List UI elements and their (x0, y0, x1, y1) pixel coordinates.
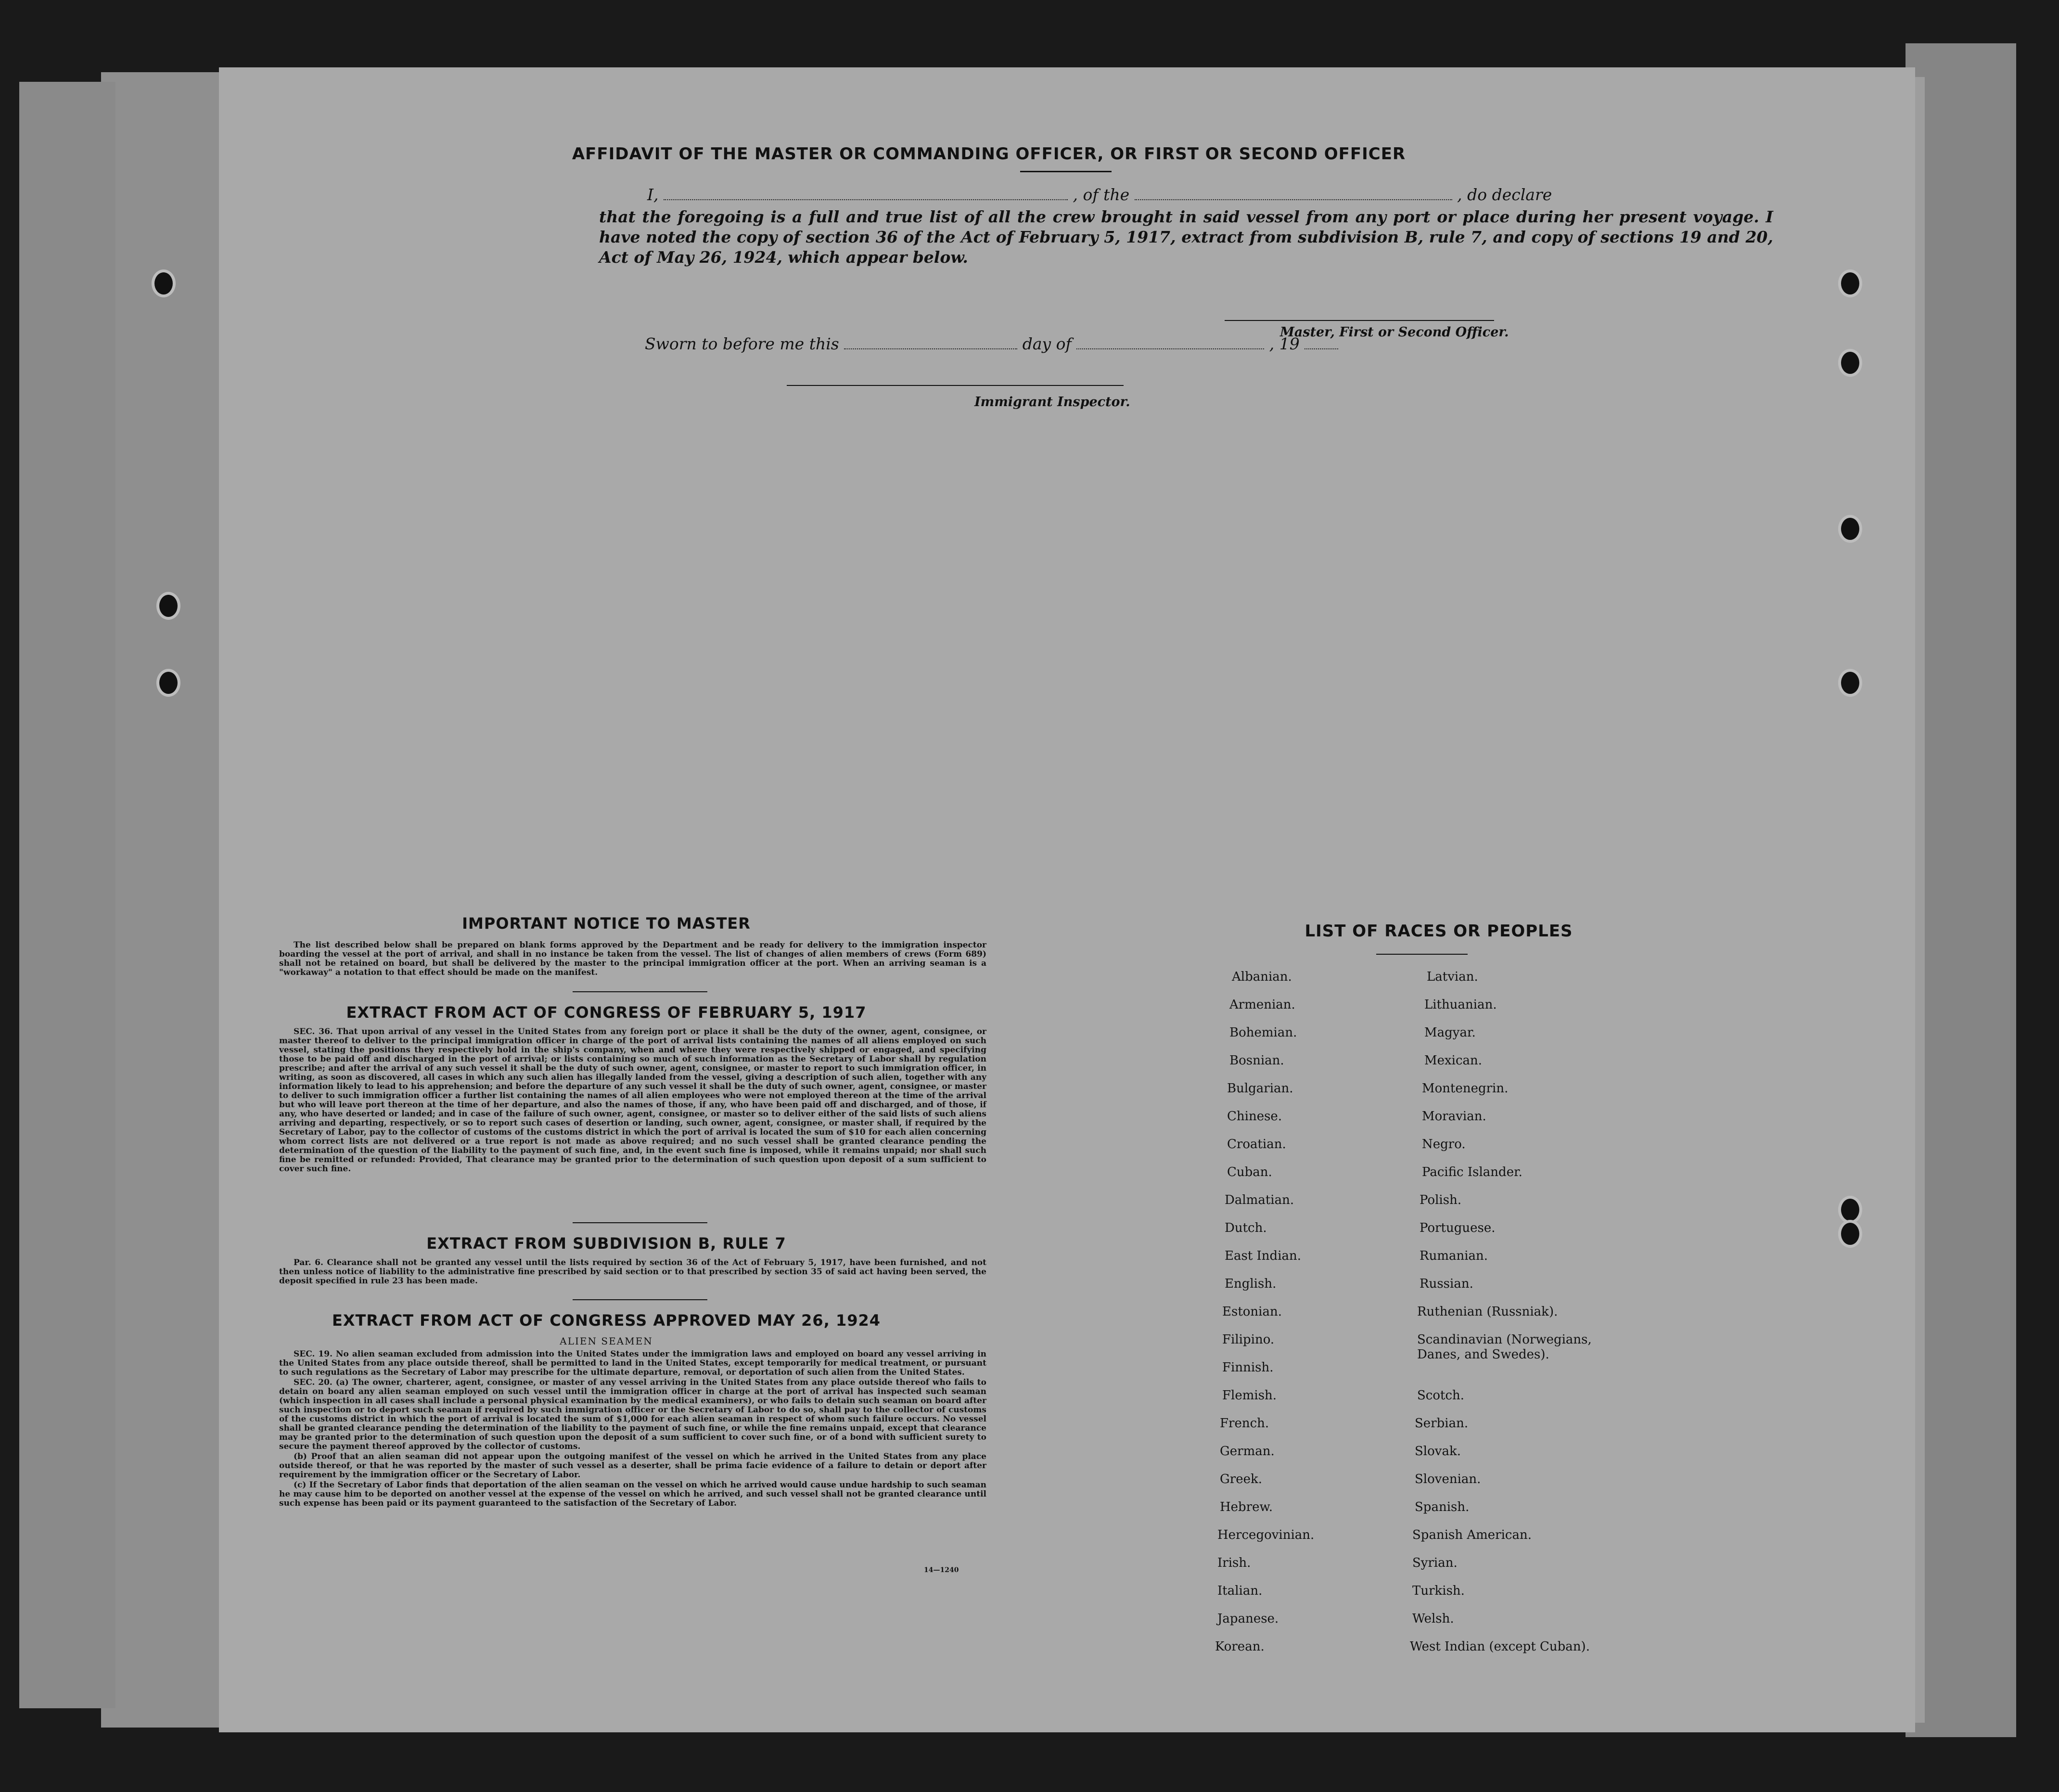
sec-20c-paragraph: (c) If the Secretary of Labor finds that deportation of the alien seaman on the vessel on which he arrived would cause undue hardship to such seaman he may cause him to be deported on another vessel at the expense of the vessel on which he arrived, and such vessel shall not be granted clearance until such expense has been paid or its payment guaranteed to the satisfaction of the Secretary of Labor. (279, 1480, 986, 1508)
race-item: Greek. (1220, 1472, 1262, 1486)
sworn-prefix: Sworn to before me this (645, 334, 839, 353)
alien-seamen-subtitle: ALIEN SEAMEN (560, 1335, 653, 1347)
race-item: Latvian. (1427, 970, 1478, 984)
affidavit-title: AFFIDAVIT OF THE MASTER OR COMMANDING OFFICER, OR FIRST OR SECOND OFFICER (572, 144, 1406, 164)
race-item: Dutch. (1225, 1221, 1267, 1235)
declaration-line (647, 185, 1552, 204)
affidavit-paragraph: that the foregoing is a full and true list of all the crew brought in said vessel from any port or place during her present voyage. I have noted the copy of section 36 of the Act of February 5, 1917, extract from subdivision B, rule 7, and copy of sections 19 and 20, Act of May 26, 1924, which appear below. (599, 207, 1773, 267)
race-item: Ruthenian (Russniak). (1417, 1305, 1558, 1319)
section-divider (573, 1222, 707, 1223)
rule7-text (279, 1258, 986, 1287)
section-divider (573, 991, 707, 992)
extract-1917-text (279, 1027, 986, 1175)
sworn-year-blank[interactable] (1304, 348, 1338, 349)
punch-hole (152, 269, 176, 297)
race-item: Irish. (1217, 1556, 1251, 1570)
race-item: Italian. (1217, 1584, 1263, 1598)
race-item: Dalmatian. (1225, 1193, 1294, 1207)
race-item: Bulgarian. (1227, 1081, 1293, 1096)
race-item: Spanish American. (1412, 1528, 1532, 1542)
punch-hole (1838, 1220, 1862, 1248)
section-divider (573, 1299, 707, 1300)
punch-hole (1838, 515, 1862, 543)
race-item: Korean. (1215, 1639, 1265, 1654)
name-blank[interactable] (664, 199, 1068, 200)
race-item: Polish. (1420, 1193, 1462, 1207)
par-6-paragraph: Par. 6. Clearance shall not be granted any vessel until the lists required by section 36 of the Act of February 5, 1917, have been furnished, and not then unless notice of liability to the administrative fine prescribed by said section or to that prescribed by section 35 of said act having been served, the deposit specified in rule 23 has been made. (279, 1258, 986, 1286)
race-item: Bosnian. (1229, 1053, 1284, 1068)
race-item: German. (1220, 1444, 1275, 1459)
race-item: Chinese. (1227, 1109, 1282, 1124)
punch-hole (156, 669, 180, 697)
race-item: Spanish. (1415, 1500, 1470, 1514)
punch-hole (1838, 269, 1862, 297)
declaration-suffix: , do declare (1457, 185, 1552, 204)
sworn-month-blank[interactable] (1076, 348, 1264, 349)
declaration-prefix: I, (647, 185, 659, 204)
sworn-line (645, 334, 1338, 353)
extract-1917-title: EXTRACT FROM ACT OF CONGRESS OF FEBRUARY 5, 1917 (346, 1003, 867, 1022)
extract-1924-title: EXTRACT FROM ACT OF CONGRESS APPROVED MAY 26, 1924 (332, 1311, 881, 1330)
notice-title: IMPORTANT NOTICE TO MASTER (462, 914, 751, 933)
race-item: Albanian. (1232, 970, 1292, 984)
left-background-sheet (19, 82, 115, 1708)
race-item: West Indian (except Cuban). (1410, 1639, 1590, 1654)
sworn-year: , 19 (1269, 334, 1300, 353)
race-item: Lithuanian. (1424, 998, 1497, 1012)
races-underline (1376, 954, 1468, 955)
race-item: Slovenian. (1415, 1472, 1481, 1486)
race-item: Mexican. (1424, 1053, 1483, 1068)
race-item: East Indian. (1225, 1249, 1302, 1263)
sworn-day-of: day of (1022, 334, 1072, 353)
punch-hole (1838, 669, 1862, 697)
race-item: Estonian. (1222, 1305, 1282, 1319)
document-page (219, 67, 1915, 1732)
race-item: Pacific Islander. (1422, 1165, 1522, 1179)
race-item: Hercegovinian. (1217, 1528, 1315, 1542)
form-number: 14—1240 (924, 1566, 959, 1574)
race-item: Montenegrin. (1422, 1081, 1509, 1096)
rule7-title: EXTRACT FROM SUBDIVISION B, RULE 7 (426, 1234, 786, 1253)
sec-20a-paragraph: SEC. 20. (a) The owner, charterer, agent, consignee, or master of any vessel arriving in the United States from any place outside thereof who fails to detain on board any alien seaman employed on such vessel until the immigration officer in charge at the port of arrival has inspected such seaman (which inspection in all cases shall include a personal physical examination by the medical examiners), or who fails to detain such seaman on board after such inspection or to deport such seaman if required by such immigration officer or the Secretary of Labor to do so, shall pay to the collector of customs of the customs district in which the port of arrival is located the sum of $1,000 for each alien seaman in respect of whom such failure occurs. No vessel shall be granted clearance pending the determination of the liability to the payment of such fine, or while the fine remains unpaid, except that clearance may be granted prior to the determination of such question upon the deposit of a sum sufficient to cover such fine, or of a bond with sufficient surety to secure the payment thereof approved by the collector of customs. (279, 1378, 986, 1451)
race-item: Slovak. (1415, 1444, 1461, 1459)
vessel-blank[interactable] (1135, 199, 1452, 200)
notice-paragraph: The list described below shall be prepared on blank forms approved by the Department and be ready for delivery to the immigration inspector boarding the vessel at the port of arrival, and shall in no instance be taken from the vessel. The list of changes of alien members of crews (Form 689) shall not be retained on board, but shall be delivered by the master to the principal immigration officer at the port. When an arriving seaman is a "workaway" a notation to that effect should be made on the manifest. (279, 940, 986, 977)
race-item: English. (1225, 1277, 1277, 1291)
race-item: Serbian. (1415, 1416, 1469, 1431)
section-36-paragraph: SEC. 36. That upon arrival of any vessel in the United States from any foreign port or place it shall be the duty of the owner, agent, consignee, or master thereof to deliver to the principal immigration officer in charge of the port of arrival lists containing the names of all aliens employed on such vessel, stating the positions they respectively hold in the ship's company, when and where they were respectively shipped or engaged, and specifying those to be paid off and discharged in the port of arrival; or lists containing so much of such information as the Secretary of Labor shall by regulation prescribe; and after the arrival of any such vessel it shall be the duty of such owner, agent, consignee, or master to report to such immigration officer, in writing, as soon as discovered, all cases in which any such alien has illegally landed from the vessel, giving a description of such alien, together with any information likely to lead to his apprehension; and before the departure of any such vessel it shall be the duty of such owner, agent, consignee, or master to deliver to such immigration officer a further list containing the names of all alien employees who were not employed thereon at the time of the arrival but who will leave port thereon at the time of her departure, and also the names of those, if any, who have been paid off and discharged, and of those, if any, who have deserted or landed; and in case of the failure of such owner, agent, consignee, or master so to deliver either of the said lists of such aliens arriving and departing, respectively, or so to report such cases of desertion or landing, such owner, agent, consignee, or master shall, if required by the Secretary of Labor, pay to the collector of customs of the customs district in which the port of arrival is located the sum of $10 for each alien concerning whom correct lists are not delivered or a true report is not made as above required; and no such vessel shall be granted clearance pending the determination of the question of the liability to the payment of such fine, and, in the event such fine is imposed, while it remains unpaid; nor shall such fine be remitted or refunded: Provided, That clearance may be granted prior to the determination of such question upon deposit of a sum sufficient to cover such fine. (279, 1027, 986, 1174)
race-item: Welsh. (1412, 1612, 1454, 1626)
race-item: Russian. (1420, 1277, 1473, 1291)
race-item: Hebrew. (1220, 1500, 1273, 1514)
notice-text (279, 941, 986, 978)
extract-1924-text (279, 1350, 986, 1509)
master-signature-line (1225, 320, 1494, 321)
race-item: Portuguese. (1420, 1221, 1496, 1235)
race-item: Syrian. (1412, 1556, 1458, 1570)
punch-hole (1838, 349, 1862, 377)
race-item: Magyar. (1424, 1025, 1476, 1040)
race-item: Flemish. (1222, 1388, 1277, 1403)
race-item: Turkish. (1412, 1584, 1465, 1598)
race-item: Filipino. (1222, 1332, 1275, 1347)
race-item: Finnish. (1222, 1360, 1274, 1375)
master-caption: Master, First or Second Officer. (1280, 325, 1509, 340)
race-item: Cuban. (1227, 1165, 1272, 1179)
sworn-day-blank[interactable] (844, 348, 1017, 349)
race-item: Armenian. (1229, 998, 1295, 1012)
sec-20b-paragraph: (b) Proof that an alien seaman did not appear upon the outgoing manifest of the vessel on which he arrived in the United States from any place outside thereof, or that he was reported by the master of such vessel as a deserter, shall be prima facie evidence of a failure to detain or deport after requirement by the immigration officer or the Secretary of Labor. (279, 1452, 986, 1480)
race-item: Negro. (1422, 1137, 1466, 1152)
race-item: Croatian. (1227, 1137, 1286, 1152)
punch-hole (156, 592, 180, 620)
race-item: Moravian. (1422, 1109, 1486, 1124)
sec-19-paragraph: SEC. 19. No alien seaman excluded from admission into the United States under the immigration laws and employed on board any vessel arriving in the United States from any place outside thereof, shall be permitted to land in the United States, except temporarily for medical treatment, or pursuant to such regulations as the Secretary of Labor may prescribe for the ultimate departure, removal, or deportation of such alien from the United States. (279, 1349, 986, 1377)
race-item: Scandinavian (Norwegians, Danes, and Swedes). (1417, 1332, 1592, 1362)
races-title: LIST OF RACES OR PEOPLES (1304, 922, 1573, 941)
inspector-caption: Immigrant Inspector. (974, 395, 1130, 410)
race-item: Rumanian. (1420, 1249, 1488, 1263)
race-item: Japanese. (1217, 1612, 1279, 1626)
declaration-of-the: , of the (1073, 185, 1130, 204)
title-underline (1020, 171, 1112, 172)
inspector-signature-line (787, 385, 1124, 386)
race-item: Scotch. (1417, 1388, 1465, 1403)
race-item: Bohemian. (1229, 1025, 1297, 1040)
race-item: French. (1220, 1416, 1269, 1431)
